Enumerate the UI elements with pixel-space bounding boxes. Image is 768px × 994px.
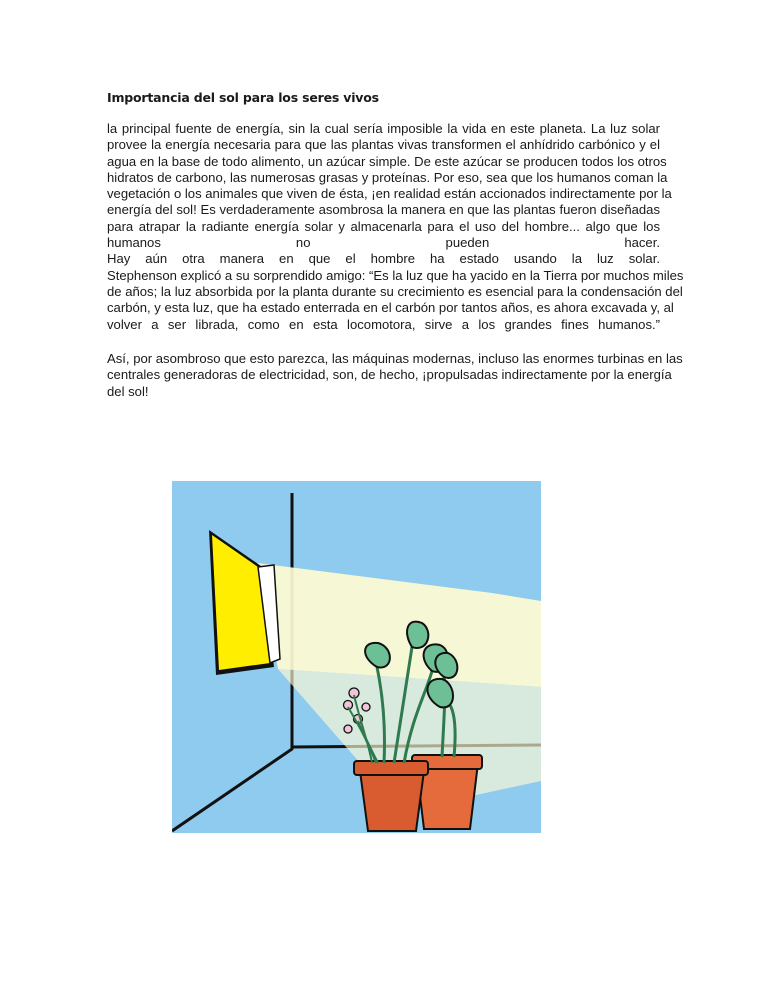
text-line: del sol! (107, 383, 149, 399)
text-line: provee la energía necesaria para que las plantas vivas transformen el anhídrido carbónico y el (107, 137, 660, 153)
text-line: de años; la luz absorbida por la planta durante su crecimiento es esencial para la condensación del (107, 283, 683, 299)
text-line: hidratos de carbono, las numerosas grasas y proteínas. Por eso, sea que los humanos coman la (107, 169, 668, 185)
text-line: para atrapar la radiante energía solar y almacenarla para el uso del hombre... algo que los (107, 218, 660, 234)
text-line: centrales generadoras de electricidad, son, de hecho, ¡propulsadas indirectamente por la energía (107, 367, 672, 383)
text-line: vegetación o los animales que viven de ésta, ¡en realidad están accionados indirectamente por la (107, 186, 672, 202)
text-line: Stephenson explicó a su sorprendido amigo: “Es la luz que ha yacido en la Tierra por muchos miles (107, 267, 684, 283)
text-line: humanos no pueden hacer. (107, 235, 660, 251)
text-line: carbón, y esta luz, que ha estado enterrada en el carbón por tantos años, es ahora excavada y, al (107, 300, 674, 316)
paragraph-main (107, 121, 684, 333)
text-line: Hay aún otra manera en que el hombre ha estado usando la luz solar. (107, 251, 660, 267)
text-line: Así, por asombroso que esto parezca, las máquinas modernas, incluso las enormes turbinas en las (107, 351, 683, 366)
text-line: agua en la base de todo alimento, un azúcar simple. De este azúcar se producen todos los otros (107, 153, 667, 169)
sunlight-plants-illustration (172, 481, 541, 833)
text-line: energía del sol! Es verdaderamente asombrosa la manera en que las plantas fueron diseñadas (107, 202, 660, 218)
page-title: Importancia del sol para los seres vivos (107, 90, 379, 105)
paragraph-conclusion (107, 351, 683, 400)
text-line: volver a ser librada, como en esta locomotora, sirve a los grandes fines humanos.” (107, 316, 660, 332)
text-line: la principal fuente de energía, sin la cual sería imposible la vida en este planeta. La luz solar (107, 121, 660, 136)
